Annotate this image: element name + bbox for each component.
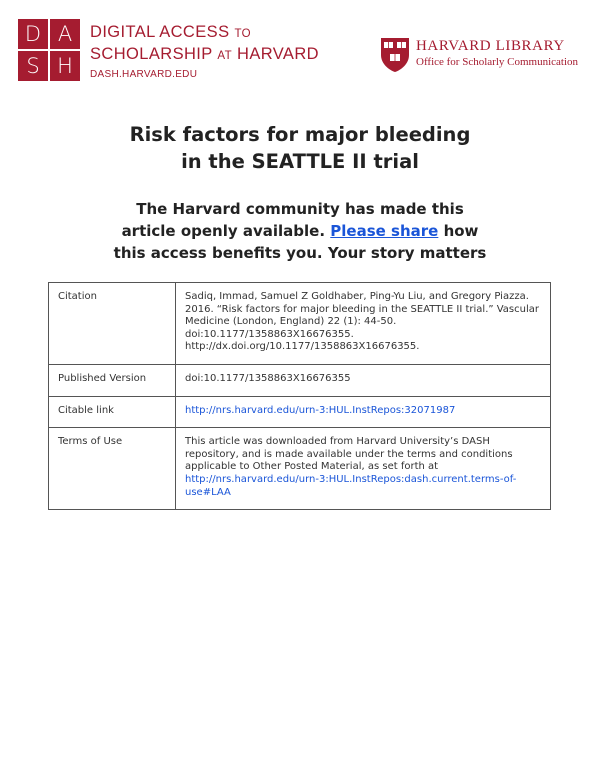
published-version-label: Published Version (49, 364, 176, 396)
share-message (0, 198, 600, 264)
dash-logo (18, 19, 80, 81)
dash-wordmark-line1: DIGITAL ACCESS TO (90, 23, 252, 41)
table-row (49, 283, 551, 365)
table-row (49, 396, 551, 428)
citable-link[interactable]: http://nrs.harvard.edu/urn-3:HUL.InstRepos:32071987 (185, 404, 456, 416)
dash-wordmark-line2: SCHOLARSHIP AT HARVARD (90, 45, 319, 63)
table-row (49, 364, 551, 396)
citation-label: Citation (49, 283, 176, 365)
share-message-line: article openly available. Please share how (121, 222, 479, 240)
share-message-line: this access benefits you. Your story matters (113, 244, 487, 262)
terms-of-use-cell (176, 428, 551, 510)
dash-url: DASH.HARVARD.EDU (90, 69, 198, 80)
dash-logo-letter: H (50, 51, 80, 81)
veritas-shield-icon (380, 37, 410, 73)
dash-logo-letter: D (18, 19, 48, 49)
terms-of-use-link[interactable]: http://nrs.harvard.edu/urn-3:HUL.InstRepos:dash.current.terms-of-use#LAA (185, 473, 517, 498)
harvard-library-wordmark (416, 37, 578, 69)
harvard-library-title: HARVARD LIBRARY (416, 38, 565, 54)
table-row (49, 428, 551, 510)
terms-of-use-text: This article was downloaded from Harvard University’s DASH repository, and is made available under the terms and conditions applicable to Other Posted Material, as set forth at (185, 436, 513, 473)
citable-link-label: Citable link (49, 396, 176, 428)
citation-value: Sadiq, Immad, Samuel Z Goldhaber, Ping-Yu Liu, and Gregory Piazza. 2016. “Risk factors for major bleeding in the SEATTLE II trial.” Vascular Medicine (London, England) 22 (1): 44-50. doi:10.1177/1358863X16676355. http://dx.doi.org/10.1177/1358863X16676355. (176, 283, 551, 365)
metadata-table (48, 282, 551, 510)
share-message-line: The Harvard community has made this (136, 200, 464, 218)
please-share-link[interactable]: Please share (330, 222, 439, 240)
article-title (0, 121, 600, 175)
citable-link-cell (176, 396, 551, 428)
harvard-library-subtitle: Office for Scholarly Communication (416, 56, 579, 68)
published-version-value: doi:10.1177/1358863X16676355 (176, 364, 551, 396)
dash-logo-letter: A (50, 19, 80, 49)
dash-wordmark (90, 22, 319, 80)
dash-logo-letter: S (18, 51, 48, 81)
terms-of-use-label: Terms of Use (49, 428, 176, 510)
article-title-line: in the SEATTLE II trial (181, 150, 419, 173)
article-title-line: Risk factors for major bleeding (129, 123, 471, 146)
